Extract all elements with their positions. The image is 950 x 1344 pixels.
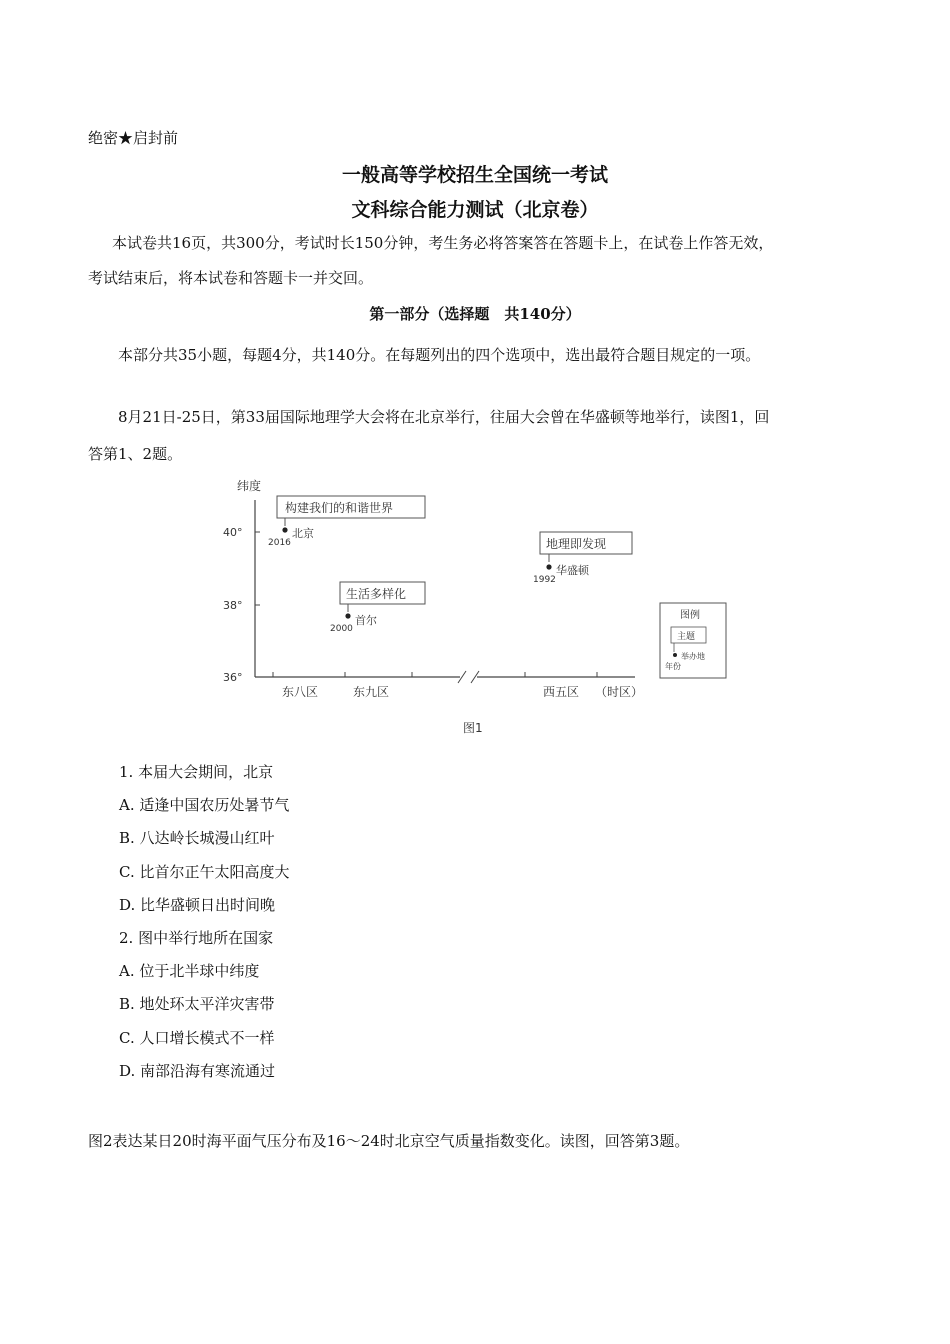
question-1-stem: 1. 本届大会期间，北京 — [119, 763, 274, 781]
y-tick-label-38: 38° — [223, 599, 243, 612]
x-tick-label-west5: 西五区 — [543, 685, 580, 699]
legend-title: 图例 — [680, 610, 700, 621]
question-stem-line-2: 答第1、2题。 — [88, 445, 183, 463]
callout-pointer — [344, 604, 348, 612]
exam-subtitle: 文科综合能力测试（北京卷） — [351, 199, 599, 221]
intro-line-2: 考试结束后，将本试卷和答题卡一并交回。 — [88, 269, 374, 287]
legend-place: 举办地 — [681, 652, 705, 661]
callout-theme-seoul: 生活多样化 — [346, 587, 407, 601]
point-year-washington: 1992 — [533, 575, 556, 585]
question-2-option-b: B. 地处环太平洋灾害带 — [119, 995, 275, 1013]
point-seoul — [345, 613, 350, 618]
exam-title: 一般高等学校招生全国统一考试 — [341, 164, 608, 186]
question-2-stem: 2. 图中举行地所在国家 — [119, 929, 274, 947]
legend-point — [673, 653, 677, 657]
point-place-washington: 华盛顿 — [556, 564, 589, 577]
y-tick-label-40: 40° — [223, 526, 243, 539]
question-1-option-d: D. 比华盛顿日出时间晚 — [119, 896, 276, 914]
point-beijing — [282, 527, 287, 532]
confidential-mark: 绝密★启封前 — [88, 129, 179, 147]
part1-instruction: 本部分共35小题，每题4分，共140分。在每题列出的四个选项中，选出最符合题目规定的一项。 — [118, 346, 761, 364]
figure-1-svg — [215, 470, 735, 740]
point-year-seoul: 2000 — [330, 624, 353, 634]
part1-title: 第一部分（选择题 共140分） — [369, 305, 581, 323]
x-tick-label-east8: 东八区 — [282, 685, 319, 699]
question-1-option-a: A. 适逢中国农历处暑节气 — [119, 796, 290, 814]
x-tick-label-east9: 东九区 — [353, 685, 390, 699]
x-axis-unit-label: （时区） — [595, 685, 644, 699]
figure-1-caption: 图1 — [463, 721, 483, 735]
callout-theme-washington: 地理即发现 — [546, 537, 607, 551]
intro-line-1: 本试卷共16页，共300分，考试时长150分钟，考生务必将答案答在答题卡上，在试卷上作答无效， — [112, 234, 774, 252]
question-stem-line-1: 8月21日-25日，第33届国际地理学大会将在北京举行，往届大会曾在华盛顿等地举行，读图1，回 — [118, 408, 770, 426]
figure-1 — [215, 470, 735, 740]
question-2-option-a: A. 位于北半球中纬度 — [119, 962, 260, 980]
callout-pointer — [545, 554, 549, 562]
legend-year: 年份 — [665, 662, 681, 671]
question-2-option-c: C. 人口增长模式不一样 — [119, 1029, 275, 1047]
question-1-option-c: C. 比首尔正午太阳高度大 — [119, 863, 290, 881]
callout-pointer — [281, 518, 285, 526]
y-tick-label-36: 36° — [223, 671, 243, 684]
legend-theme: 主题 — [677, 632, 696, 642]
y-axis-label: 纬度 — [237, 479, 262, 493]
callout-theme-beijing: 构建我们的和谐世界 — [285, 501, 394, 515]
point-place-beijing: 北京 — [292, 527, 314, 540]
point-washington — [546, 564, 551, 569]
question-2-option-d: D. 南部沿海有寒流通过 — [119, 1062, 276, 1080]
point-year-beijing: 2016 — [268, 538, 291, 548]
point-place-seoul: 首尔 — [355, 614, 377, 627]
question-1-option-b: B. 八达岭长城漫山红叶 — [119, 829, 275, 847]
figure-2-intro: 图2表达某日20时海平面气压分布及16～24时北京空气质量指数变化。读图，回答第3题。 — [88, 1132, 690, 1150]
